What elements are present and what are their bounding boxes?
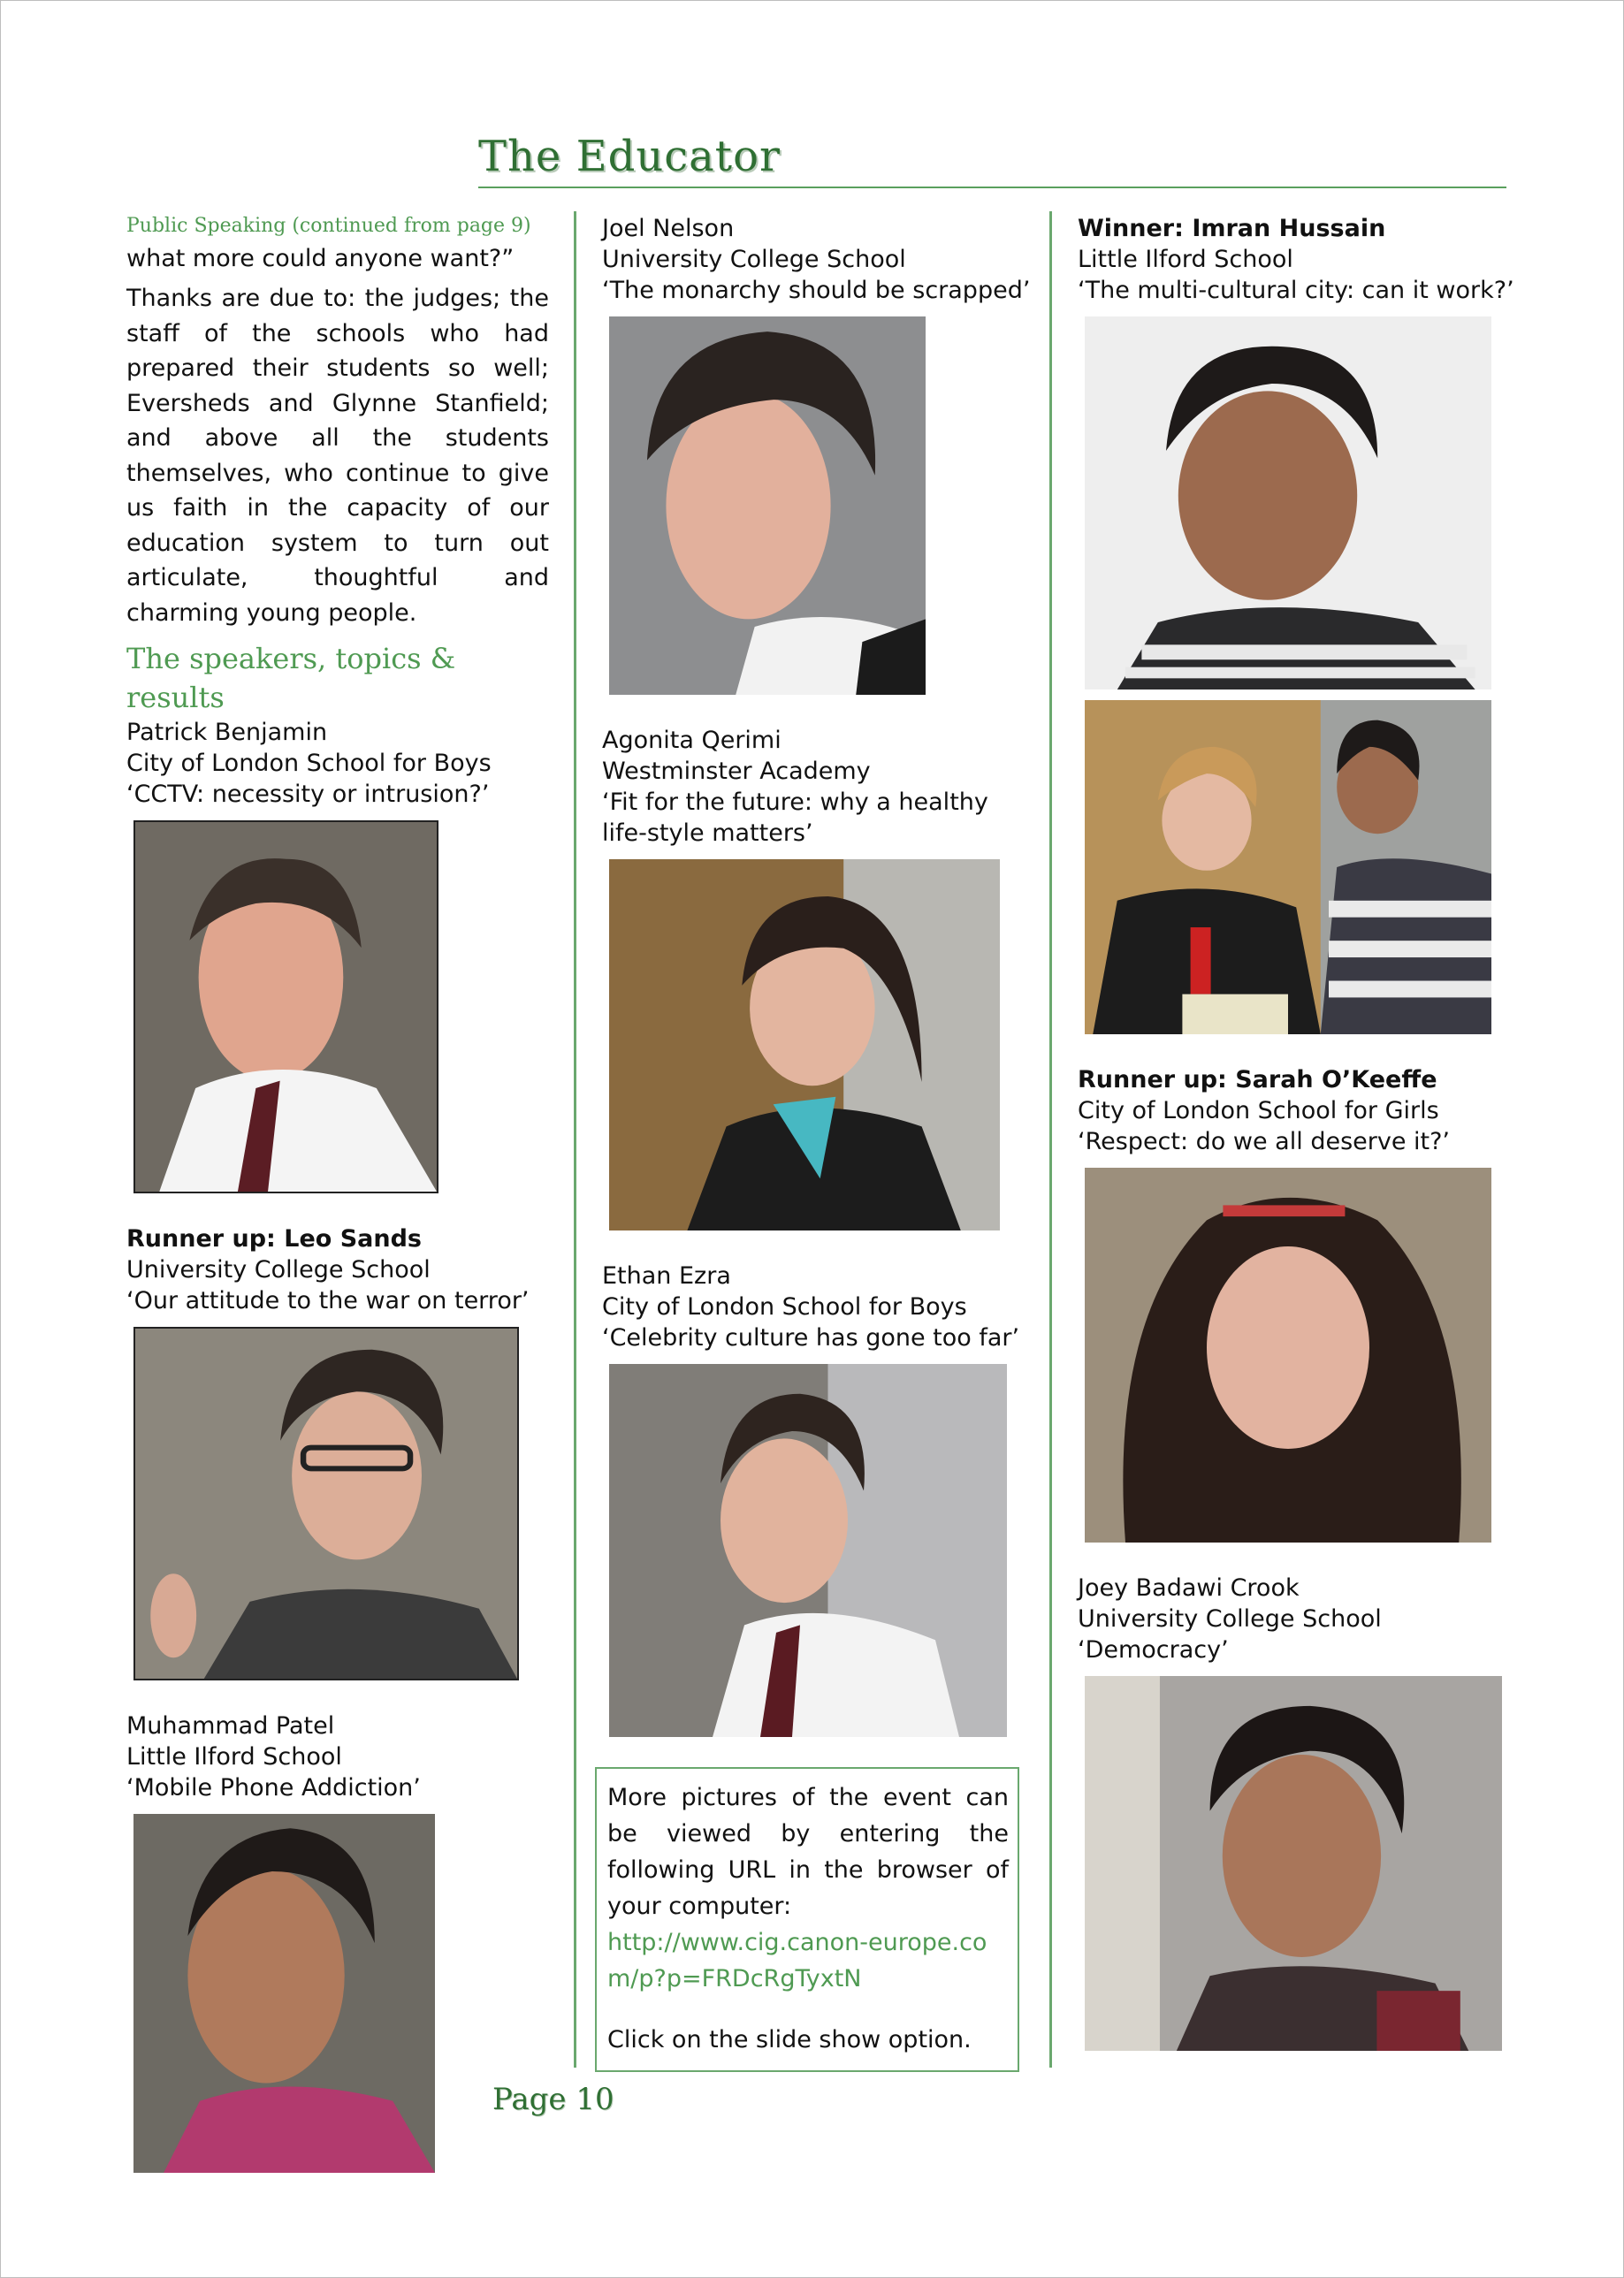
speaker-name: [1078, 213, 1511, 244]
speaker-name: Agonita Qerimi: [602, 727, 782, 754]
speaker-entry: [1078, 1573, 1511, 1665]
speaker-photo: [133, 820, 438, 1193]
speaker-name: [126, 1223, 549, 1254]
speaker-entry: [126, 1223, 549, 1316]
speaker-entry: [126, 717, 549, 810]
speakers-subheading: The speakers, topics & results: [126, 642, 456, 714]
column-left: [126, 213, 549, 2203]
speaker-school: City of London School for Girls: [1078, 1097, 1439, 1124]
speaker-name: Ethan Ezra: [602, 1262, 731, 1290]
speaker-name: Joey Badawi Crook: [1078, 1574, 1300, 1602]
speaker-topic: ‘Democracy’: [1078, 1636, 1229, 1664]
speaker-entry: [602, 725, 1018, 849]
event-photos-link[interactable]: http://www.cig.canon-europe.com/p?p=FRDcRgTyxtN: [607, 1929, 987, 1992]
speaker-name: [1078, 1064, 1511, 1095]
speaker-school: Westminster Academy: [602, 758, 871, 785]
speaker-prefix: Runner up:: [1078, 1066, 1236, 1093]
more-pictures-text: More pictures of the event can be viewed by entering the following URL in the browser of your computer:: [607, 1784, 1009, 1920]
speaker-entry: [1078, 213, 1514, 306]
page-number: Page 10: [492, 2082, 614, 2117]
speaker-name-text: Leo Sands: [284, 1225, 422, 1253]
speaker-topic: ‘Our attitude to the war on terror’: [126, 1287, 530, 1314]
speaker-school: City of London School for Boys: [602, 1293, 967, 1321]
speaker-school: City of London School for Boys: [126, 750, 492, 777]
speaker-photo: [609, 316, 926, 695]
speaker-topic: ‘Fit for the future: why a healthy life-style matters’: [602, 789, 988, 847]
speaker-photo: [1085, 1168, 1491, 1543]
speaker-topic: ‘Respect: do we all deserve it?’: [1078, 1128, 1451, 1155]
speaker-school: University College School: [1078, 1605, 1382, 1633]
speaker-prefix: Runner up:: [126, 1225, 285, 1253]
speaker-photo: [609, 1364, 1007, 1737]
speaker-entry: [602, 1261, 1018, 1353]
speaker-topic: ‘Celebrity culture has gone too far’: [602, 1324, 1020, 1352]
winner-photo: [1085, 316, 1491, 689]
speaker-school: University College School: [602, 246, 906, 273]
speaker-topic: ‘The multi-cultural city: can it work?’: [1078, 277, 1514, 304]
thanks-paragraph: Thanks are due to: the judges; the staff of the schools who had prepared their students so well; Eversheds and Glynne Stanfield; and above all the students themselves, who continue to give us faith in the capacity of our education system to turn out articulate, thoughtful and charming young people.: [126, 285, 549, 627]
speaker-name: Patrick Benjamin: [126, 719, 328, 746]
speaker-entry: [1078, 1064, 1511, 1157]
masthead-title: The Educator: [478, 132, 781, 181]
speaker-name: Joel Nelson: [602, 215, 735, 242]
column-divider-left: [574, 211, 576, 2068]
speaker-topic: ‘The monarchy should be scrapped’: [602, 277, 1031, 304]
speaker-photo: [1085, 1676, 1502, 2051]
speaker-name: Muhammad Patel: [126, 1712, 335, 1740]
speaker-school: University College School: [126, 1256, 431, 1284]
continued-note: Public Speaking (continued from page 9): [126, 215, 531, 237]
speaker-name-text: Imran Hussain: [1192, 215, 1386, 242]
column-divider-right: [1049, 211, 1052, 2068]
speaker-photo: [133, 1814, 435, 2173]
speaker-school: Little Ilford School: [1078, 246, 1293, 273]
more-pictures-box: [595, 1767, 1019, 2072]
masthead-rule: [478, 187, 1506, 188]
award-photo: [1085, 700, 1491, 1034]
speaker-topic: ‘CCTV: necessity or intrusion?’: [126, 781, 490, 808]
speaker-entry: [126, 1710, 549, 1803]
speaker-entry: [602, 213, 1031, 306]
speaker-photo: [609, 859, 1000, 1230]
speaker-prefix: Winner:: [1078, 215, 1193, 242]
slideshow-instruction: Click on the slide show option.: [607, 2026, 972, 2053]
quote-end: what more could anyone want?”: [126, 245, 515, 272]
speaker-school: Little Ilford School: [126, 1743, 342, 1771]
column-right: [1078, 213, 1514, 2081]
speaker-topic: ‘Mobile Phone Addiction’: [126, 1774, 421, 1802]
speaker-photo: [133, 1327, 519, 1680]
column-middle: [602, 213, 1031, 2072]
speaker-name-text: Sarah O’Keeffe: [1235, 1066, 1437, 1093]
